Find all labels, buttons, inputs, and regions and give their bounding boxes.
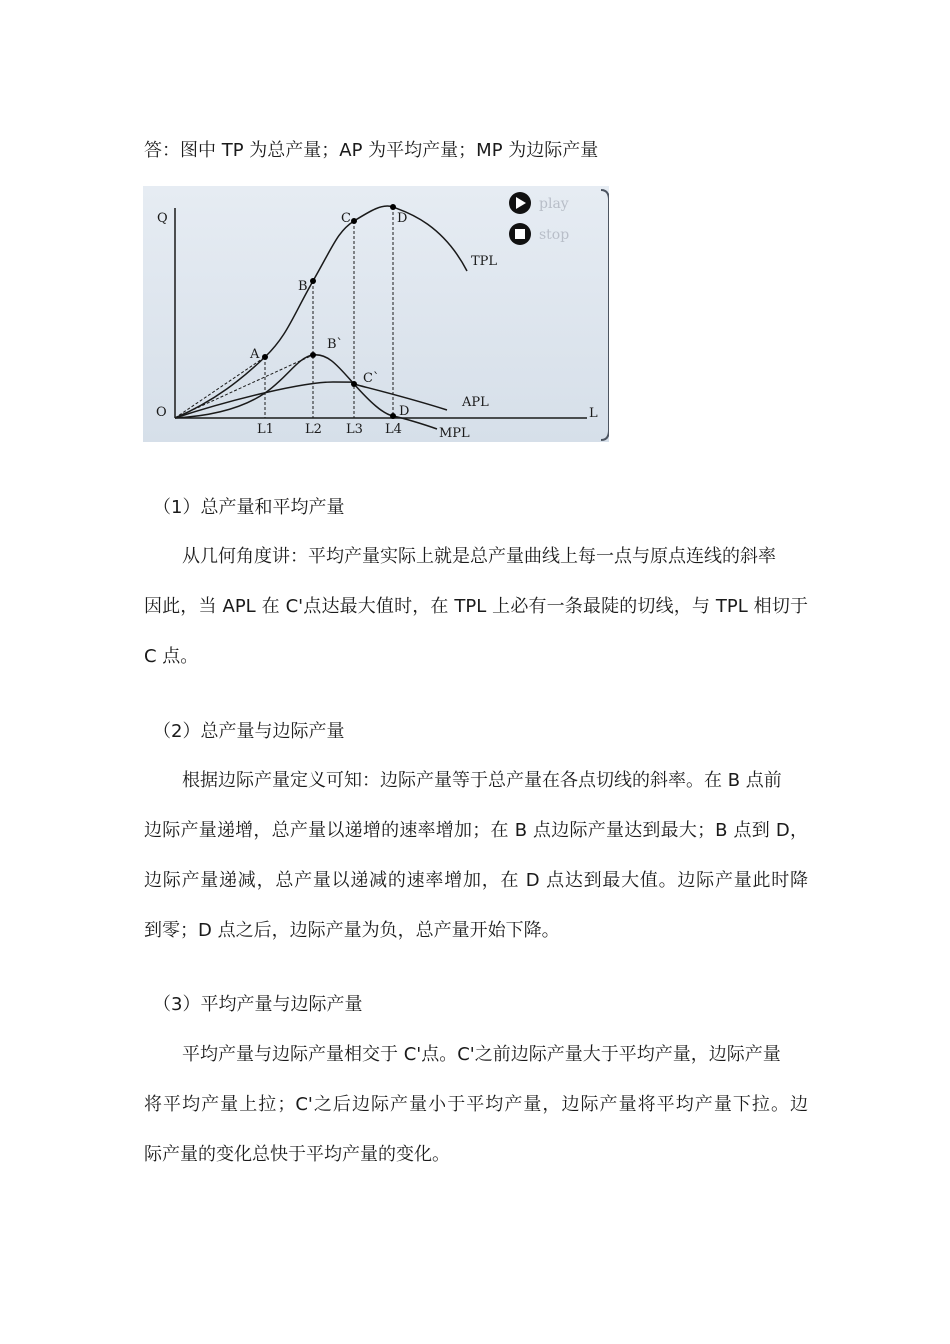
point-label-a: A	[250, 347, 260, 362]
point-c-prime-marker	[351, 381, 357, 387]
point-d-low-marker	[390, 413, 396, 419]
point-label-d-low: D	[399, 404, 410, 419]
axis-label-origin: O	[156, 405, 167, 420]
point-label-b-prime: B`	[327, 337, 344, 352]
paragraph-line: 根据边际产量定义可知：边际产量等于总产量在各点切线的斜率。在 B 点前	[182, 770, 782, 791]
tick-label-l1: L1	[257, 422, 274, 437]
stop-button[interactable]	[509, 223, 569, 245]
axis-label-q: Q	[157, 211, 168, 226]
paragraph-line: 因此，当 APL 在 C'点达最大值时，在 TPL 上必有一条最陡的切线，与 TPL 相切于	[144, 596, 808, 617]
point-label-c: C	[341, 211, 351, 226]
section-1-paragraph	[144, 532, 808, 682]
paragraph-line: 到零；D 点之后，边际产量为负，总产量开始下降。	[144, 920, 560, 941]
point-label-c-prime: C`	[363, 371, 380, 386]
point-b-marker	[310, 278, 316, 284]
paragraph-line: C 点。	[144, 646, 199, 667]
curve-label-ap: APL	[462, 395, 489, 410]
paragraph-line: 边际产量递增，总产量以递增的速率增加；在 B 点边际产量达到最大；B 点到 D，	[144, 820, 808, 841]
section-2-paragraph	[144, 756, 808, 956]
section-1-heading: （1）总产量和平均产量	[153, 497, 345, 518]
play-button[interactable]	[509, 192, 569, 214]
paragraph-line: 边际产量递减，总产量以递减的速率增加，在 D 点达到最大值。边际产量此时降	[144, 870, 808, 891]
axis-label-l: L	[589, 406, 598, 421]
paragraph-line: 际产量的变化总快于平均产量的变化。	[144, 1144, 450, 1165]
section-2-heading: （2）总产量与边际产量	[153, 721, 345, 742]
stop-label: stop	[539, 227, 570, 243]
point-b-prime-marker	[310, 352, 316, 358]
figure-background	[143, 186, 609, 442]
tick-label-l3: L3	[346, 422, 363, 437]
point-d-marker	[390, 204, 396, 210]
point-c-marker	[351, 218, 357, 224]
tick-label-l2: L2	[305, 422, 322, 437]
play-label: play	[539, 196, 569, 212]
section-3-paragraph	[144, 1030, 808, 1180]
paragraph-line: 将平均产量上拉；C'之后边际产量小于平均产量，边际产量将平均产量下拉。边	[144, 1094, 808, 1115]
point-label-d: D	[397, 211, 408, 226]
intro-text: 答：图中 TP 为总产量；AP 为平均产量；MP 为边际产量	[144, 140, 599, 161]
point-a-marker	[262, 354, 268, 360]
production-curves-figure	[143, 186, 609, 442]
paragraph-line: 平均产量与边际产量相交于 C'点。C'之前边际产量大于平均产量，边际产量	[182, 1044, 781, 1065]
curve-label-mp: MPL	[439, 426, 470, 441]
tick-label-l4: L4	[385, 422, 402, 437]
section-3-heading: （3）平均产量与边际产量	[153, 994, 363, 1015]
paragraph-line: 从几何角度讲：平均产量实际上就是总产量曲线上每一点与原点连线的斜率	[182, 546, 776, 567]
point-label-b: B	[298, 279, 308, 294]
curve-label-tp: TPL	[471, 254, 498, 269]
